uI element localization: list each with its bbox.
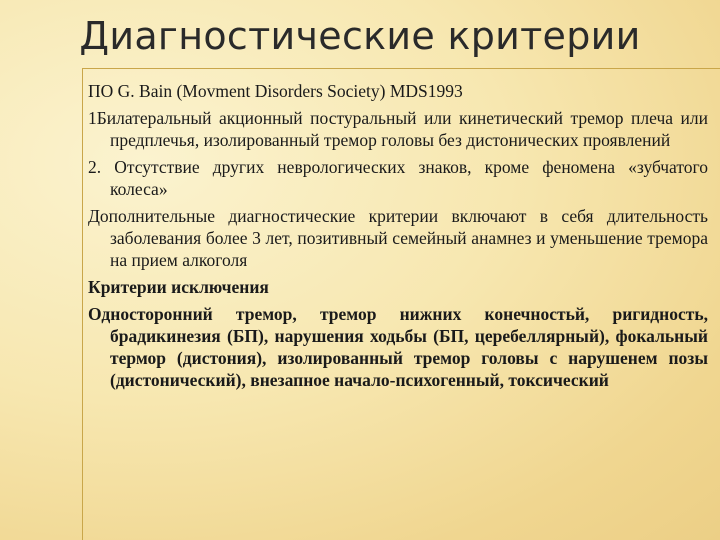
exclusion-heading: Критерии исключения — [88, 277, 269, 297]
source-line: ПО G. Bain (Movment Disorders Society) MDS1993 — [88, 81, 463, 101]
slide-body — [88, 80, 708, 396]
exclusion-criteria: Односторонний тремор, тремор нижних конечностьй, ригидность, брадикинезия (БП), нарушения ходьбы (БП, церебеллярный), фокальный термор (дистония), изолированный тремор головы с нарушенем позы (дистонический), внезапное начало-психогенный, токсический — [88, 304, 708, 390]
left-divider — [82, 68, 83, 540]
criterion-2: 2. Отсутствие других неврологических знаков, кроме феномена «зубчатого колеса» — [88, 157, 708, 199]
slide-title: Диагностические критерии — [79, 14, 641, 58]
criterion-1: 1Билатеральный акционный постуральный или кинетический тремор плеча или предплечья, изолированный тремор головы без дистонических проявлений — [88, 108, 708, 150]
title-divider — [82, 68, 720, 69]
additional-criteria: Дополнительные диагностические критерии включают в себя длительность заболевания более 3 лет, позитивный семейный анамнез и уменьшение тремора на прием алкоголя — [88, 206, 708, 270]
